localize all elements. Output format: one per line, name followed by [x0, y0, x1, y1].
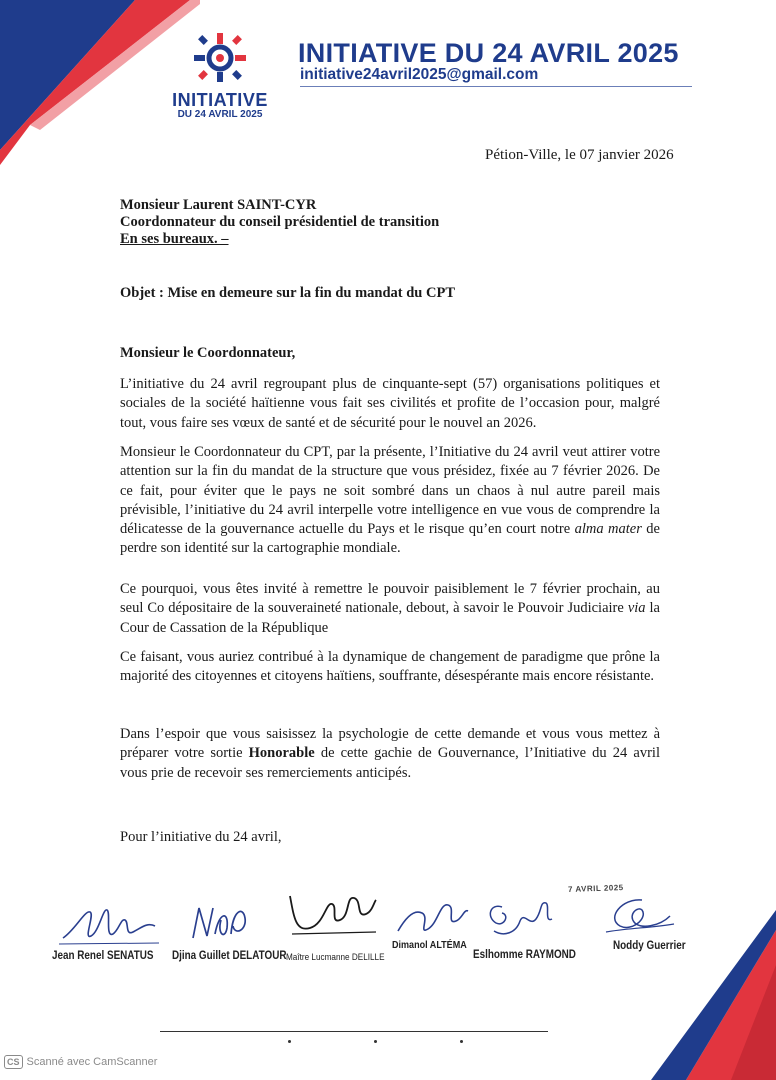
letter-salutation: Monsieur le Coordonnateur,	[120, 345, 296, 361]
signatory-name-2: Djina Guillet DELATOUR	[172, 950, 287, 962]
paragraph-5-bold: Honorable	[248, 745, 315, 762]
signature-1-image	[55, 900, 165, 950]
paragraph-2-text-a: Monsieur le Coordonnateur du CPT, par la présente, l’Initiative du 24 avril veut attirer votre attention sur la fin du mandat de la structure que vous présidez, fixée au 7 février 2026. De ce fait, pour éviter que le pays ne soit sombré dans un chaos à nul autre pareil mais prévisible, l’initiative du 24 avril interpelle votre intelligence en vue vous de comprendre la délicatesse de la gouvernance actuelle du Pays et le risque qu’en court notre	[120, 444, 660, 538]
paragraph-2-text-b: de perdre son identité sur la cartographie mondiale.	[120, 521, 660, 557]
footer-divider	[160, 1031, 548, 1032]
letterhead-divider	[300, 86, 692, 87]
paragraph-3-italic: via	[627, 600, 646, 617]
paragraph-2	[120, 443, 660, 559]
letterhead-email: initiative24avril2025@gmail.com	[300, 66, 539, 83]
scanner-watermark	[4, 1055, 157, 1069]
signatory-name-5: Eslhomme RAYMOND	[473, 949, 576, 961]
letter-subject: Objet : Mise en demeure sur la fin du mandat du CPT	[120, 285, 455, 301]
watermark-text: Scanné avec CamScanner	[26, 1056, 158, 1068]
paragraph-1: L’initiative du 24 avril regroupant plus de cinquante-sept (57) organisations politiques et sociales de la société haïtienne vous fait ses civilités et profite de l’occasion pour, malgré tout, vous faire ses vœux de santé et de sécurité pour le nouvel an 2026.	[120, 376, 660, 431]
signature-3-image	[280, 888, 380, 950]
signatory-name-3: Maître Lucmanne DELILLE	[286, 952, 385, 963]
camscanner-icon: CS	[4, 1055, 23, 1069]
signatory-name-4: Dimanol ALTÉMA	[392, 939, 467, 951]
recipient-location: En ses bureaux. –	[120, 231, 229, 247]
paragraph-5	[120, 725, 660, 783]
letter-date: Pétion-Ville, le 07 janvier 2026	[485, 147, 674, 163]
paragraph-4: Ce faisant, vous auriez contribué à la dynamique de changement de paradigme que prône la majorité des citoyennes et citoyens haïtiens, souffrante, désespérante mais encore résistante.	[120, 649, 660, 685]
paragraph-3-text-a: Ce pourquoi, vous êtes invité à remettre le pouvoir paisiblement le 7 février prochain, au seul Co dépositaire de la souveraineté nationale, debout, à savoir le Pouvoir Judiciaire	[120, 581, 660, 617]
logo-subtitle: DU 24 AVRIL 2025	[177, 109, 263, 120]
signatory-name-6: Noddy Guerrier	[613, 940, 686, 952]
logo-title: INITIATIVE	[172, 90, 268, 110]
letterhead-title: INITIATIVE DU 24 AVRIL 2025	[298, 38, 679, 68]
organization-logo	[150, 30, 290, 125]
paragraph-2-italic: alma mater	[574, 521, 642, 538]
logo-emblem-icon	[185, 30, 255, 84]
signature-4-image	[392, 895, 472, 945]
stamp-text: 7 AVRIL 2025	[567, 883, 624, 894]
footer-dot	[288, 1040, 291, 1043]
letter-closing: Pour l’initiative du 24 avril,	[120, 829, 282, 845]
signature-5-image	[480, 893, 560, 945]
signature-2-image	[185, 898, 255, 950]
paragraph-5-text-a: Dans l’espoir que vous saisissez la psychologie de cette demande et vous vous mettez à préparer votre sortie	[120, 726, 660, 762]
paragraph-3-text-b: la Cour de Cassation de la République	[120, 600, 660, 636]
paragraph-5-text-b: de cette gachie de Gouvernance, l’Initiative du 24 avril vous prie de recevoir ses remerciements anticipés.	[120, 745, 660, 781]
paragraph-3	[120, 580, 660, 638]
signatory-name-1: Jean Renel SENATUS	[52, 950, 154, 962]
recipient-title: Coordonnateur du conseil présidentiel de transition	[120, 214, 440, 230]
recipient-name: Monsieur Laurent SAINT-CYR	[120, 197, 317, 213]
footer-dot	[460, 1040, 463, 1043]
corner-decoration-bottom-right	[636, 910, 776, 1080]
footer-dot	[374, 1040, 377, 1043]
recipient-block	[120, 197, 439, 248]
